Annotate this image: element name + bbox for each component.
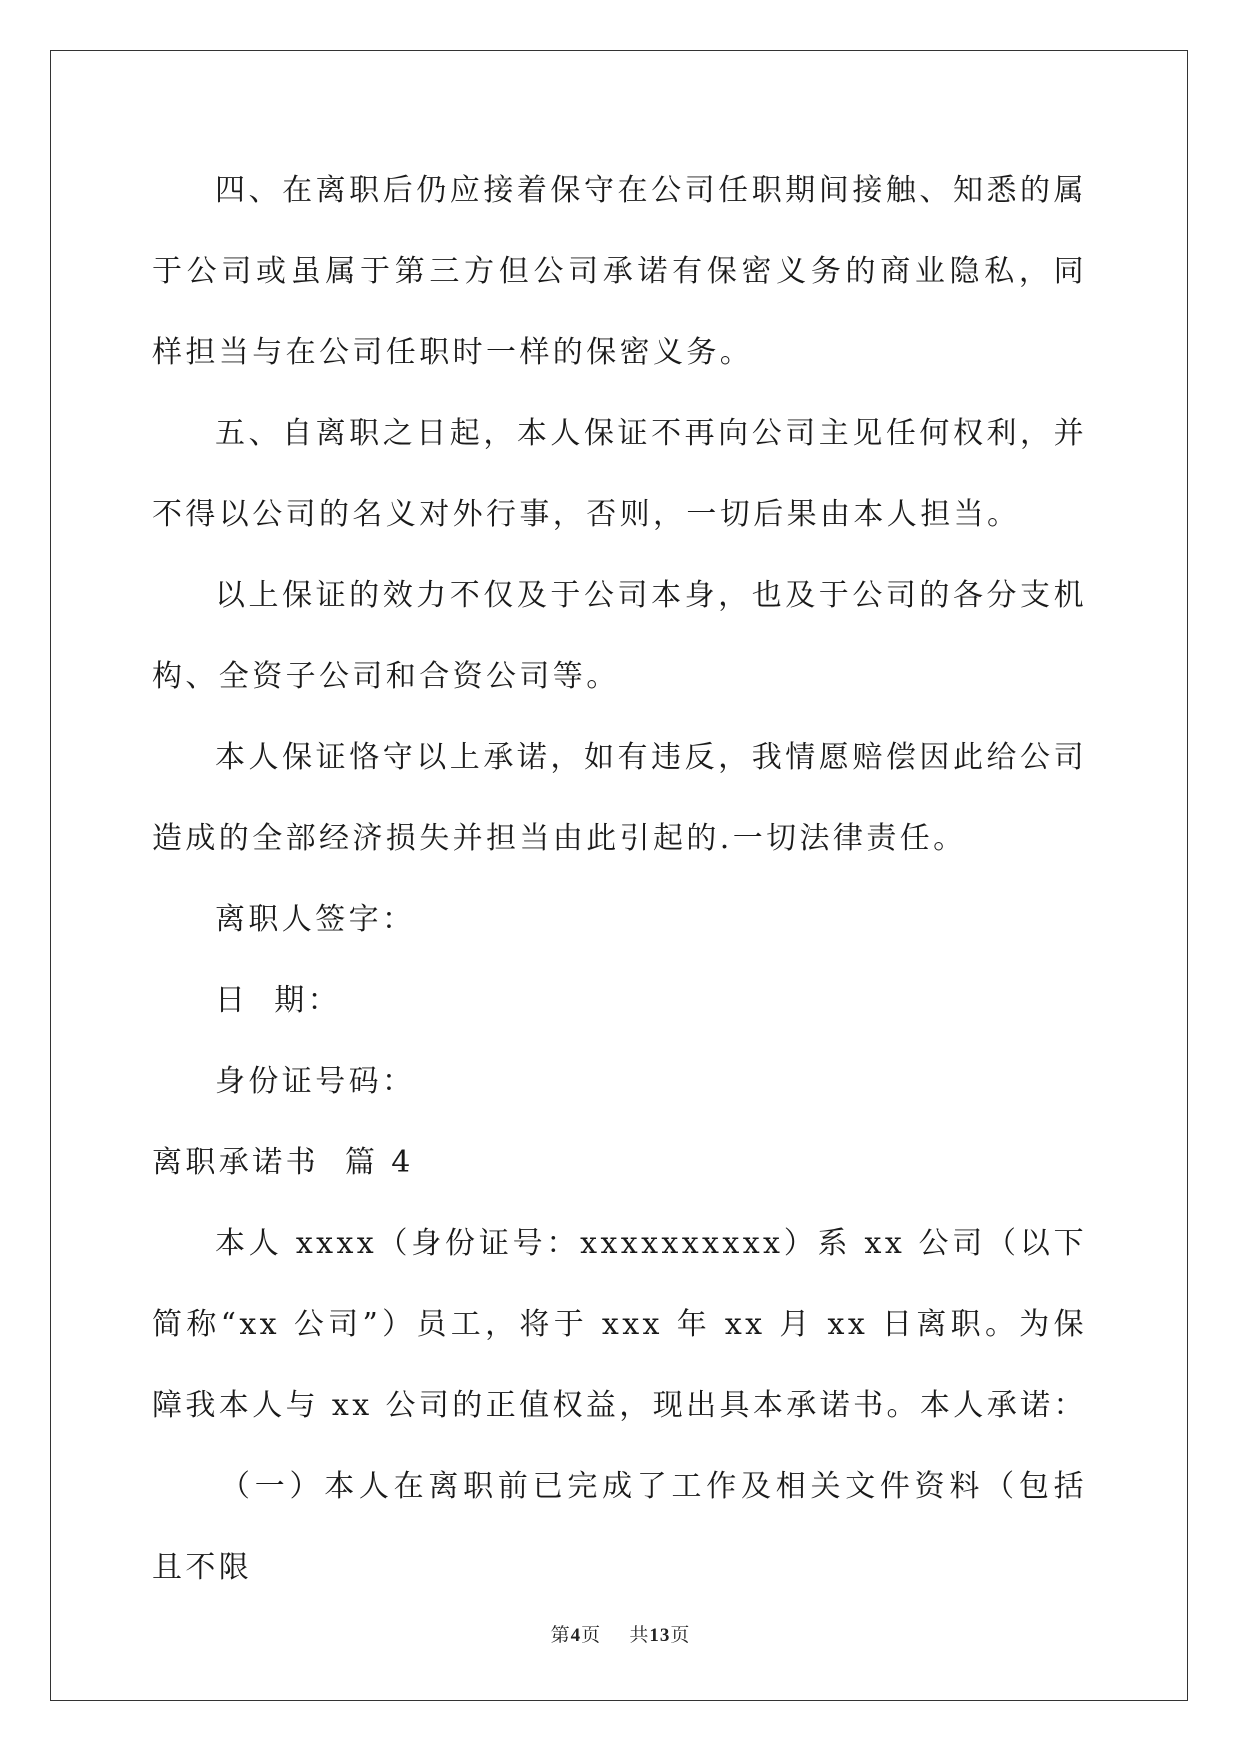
paragraph-intro: 本人 xxxx（身份证号：xxxxxxxxxx）系 xx 公司（以下简称“xx 公司”）员工，将于 xxx 年 xx 月 xx 日离职。为保障我本人与 xx 公司的正值权益，现出具本承诺书。本人承诺： (152, 1226, 1087, 1423)
footer-current-page: 4 (570, 1625, 582, 1646)
footer-total-prefix: 共 (629, 1624, 650, 1646)
document-body (152, 150, 1087, 1608)
footer-total-pages: 13 (649, 1625, 671, 1646)
section-heading: 离职承诺书 篇 4 (152, 1145, 414, 1180)
paragraph-clause-4: 四、在离职后仍应接着保守在公司任职期间接触、知悉的属于公司或虽属于第三方但公司承诺有保密义务的商业隐私，同样担当与在公司任职时一样的保密义务。 (152, 173, 1087, 370)
paragraph-clause-5: 五、自离职之日起，本人保证不再向公司主见任何权利，并不得以公司的名义对外行事，否则，一切后果由本人担当。 (152, 416, 1087, 532)
paragraph-item-1: （一）本人在离职前已完成了工作及相关文件资料（包括且不限 (152, 1469, 1087, 1585)
id-number-line: 身份证号码： (215, 1064, 416, 1099)
page-footer (0, 1620, 1241, 1647)
signature-line: 离职人签字： (215, 902, 416, 937)
paragraph-scope: 以上保证的效力不仅及于公司本身，也及于公司的各分支机构、全资子公司和合资公司等。 (152, 578, 1087, 694)
date-line: 日 期： (215, 983, 342, 1018)
footer-total-suffix: 页 (670, 1624, 691, 1646)
footer-prefix: 第 (550, 1624, 571, 1646)
paragraph-commitment: 本人保证恪守以上承诺，如有违反，我情愿赔偿因此给公司造成的全部经济损失并担当由此引起的.一切法律责任。 (152, 740, 1087, 856)
footer-page-word: 页 (581, 1624, 602, 1646)
